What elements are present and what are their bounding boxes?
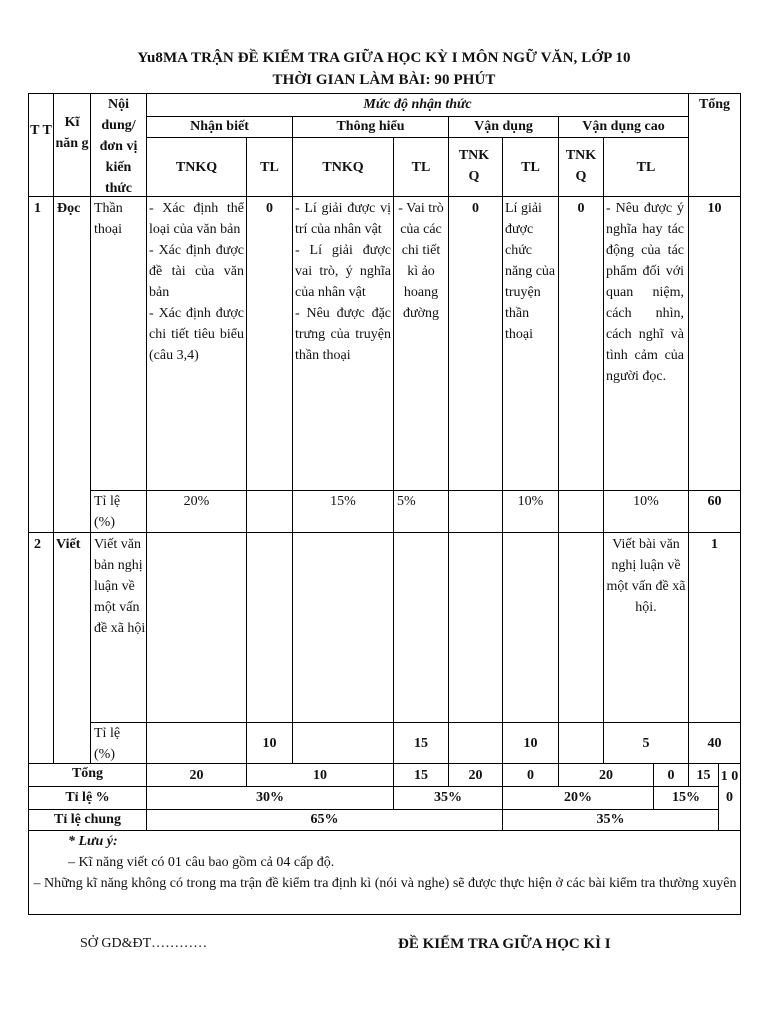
header-vdc-tl: TL bbox=[636, 160, 656, 175]
grand-total: 1 0 0 bbox=[720, 769, 739, 805]
footer-left: SỞ GD&ĐT………… bbox=[80, 936, 208, 951]
ti-le-pct-th: 35% bbox=[434, 790, 462, 805]
row2-total: 1 bbox=[711, 537, 718, 552]
header-vd-tl: TL bbox=[521, 160, 540, 175]
header-thong-hieu: Thông hiểu bbox=[336, 119, 405, 134]
tong-label: Tổng bbox=[71, 766, 104, 781]
row1-ratio-th-tl: 5% bbox=[397, 494, 416, 509]
ti-le-pct-label: Tỉ lệ % bbox=[65, 790, 110, 805]
notes-line1: – Kĩ năng viết có 01 câu bao gồm cả 04 cấp độ. bbox=[68, 855, 335, 870]
notes-line2: – Những kĩ năng không có trong ma trận đề kiểm tra định kì (nói và nghe) sẽ được thực hiện ở các bài kiểm tra thường xuyên bbox=[33, 876, 737, 891]
tong-v1: 20 bbox=[189, 768, 204, 783]
ti-le-pct-vd: 20% bbox=[564, 790, 592, 805]
tong-v4: 20 bbox=[468, 768, 483, 783]
row1-ratio-th: 15% bbox=[330, 494, 356, 509]
row2-vdc-tl: Viết bài văn nghị luận về một vấn đề xã hội. bbox=[606, 537, 686, 615]
header-van-dung-cao: Vận dụng cao bbox=[582, 119, 665, 134]
row2-skill: Viết bbox=[56, 537, 81, 552]
header-nb-tl: TL bbox=[260, 160, 279, 175]
row1-vd-tl: Lí giải được chức năng của truyện thần thoại bbox=[505, 201, 556, 342]
row2-tt: 2 bbox=[34, 537, 41, 552]
row1-vd-tnkq: 0 bbox=[472, 201, 479, 216]
document-title: Yu8MA TRẬN ĐỀ KIỂM TRA GIỮA HỌC KỲ I MÔN NGỮ VĂN, LỚP 10 bbox=[137, 50, 631, 66]
footer-right: ĐỀ KIỂM TRA GIỮA HỌC KÌ I bbox=[398, 936, 611, 952]
ti-le-pct-vdc: 15% bbox=[672, 790, 700, 805]
row2-ratio-nb-tl: 10 bbox=[262, 736, 277, 751]
ti-le-chung-left: 65% bbox=[310, 812, 339, 827]
tong-v8: 15 bbox=[696, 768, 711, 783]
tong-v6: 20 bbox=[599, 768, 613, 783]
header-th-tnkq: TNKQ bbox=[322, 160, 364, 175]
tong-v7: 0 bbox=[667, 768, 675, 783]
header-th-tl: TL bbox=[411, 160, 431, 175]
tong-v2: 10 bbox=[313, 768, 327, 783]
row2-ratio-vd-tl: 10 bbox=[523, 736, 538, 751]
row1-vdc-tl: - Nêu được ý nghĩa hay tác động của tác phẩm đối với quan niệm, cách nhìn, cách nghĩ và tình cảm của người đọc. bbox=[606, 201, 684, 384]
row2-ratio-label: Tỉ lệ (%) bbox=[94, 726, 121, 762]
header-noi-dung: Nội dung/ đơn vị kiến thức bbox=[99, 97, 138, 196]
header-van-dung: Vận dụng bbox=[474, 119, 533, 134]
row1-total: 10 bbox=[707, 201, 722, 216]
row1-skill: Đọc bbox=[57, 201, 81, 216]
row1-th-tnkq: - Lí giải được vị trí của nhân vật - Lí giải được vai trò, ý nghĩa của nhân vật - Nêu được đặc trưng của truyện thần thoại bbox=[295, 201, 391, 363]
ti-le-chung-right: 35% bbox=[596, 812, 625, 827]
row1-vdc-tnkq: 0 bbox=[577, 201, 585, 216]
row1-ratio-vd: 10% bbox=[517, 494, 544, 509]
row2-ratio-total: 40 bbox=[707, 736, 722, 751]
row1-ratio-vdc: 10% bbox=[633, 494, 659, 509]
header-muc-do: Mức độ nhận thức bbox=[363, 97, 472, 112]
row1-ratio-label: Tỉ lệ (%) bbox=[94, 494, 121, 530]
tong-v3: 15 bbox=[414, 768, 428, 783]
ti-le-pct-nb: 30% bbox=[256, 790, 284, 805]
row1-th-tl: - Vai trò của các chi tiết kì ảo hoang đường bbox=[398, 201, 444, 321]
row2-ratio-vdc-tl: 5 bbox=[642, 736, 650, 751]
header-nb-tnkq: TNKQ bbox=[175, 160, 218, 175]
header-vd-tnkq: TNK Q bbox=[458, 148, 490, 184]
row1-tt: 1 bbox=[34, 201, 41, 216]
document-subtitle: THỜI GIAN LÀM BÀI: 90 PHÚT bbox=[272, 72, 496, 88]
row2-content: Viết văn bản nghị luận về một vấn đề xã hội bbox=[94, 537, 146, 636]
row1-ratio-total: 60 bbox=[707, 494, 722, 509]
header-tong: Tổng bbox=[698, 97, 731, 112]
row2-ratio-th-tl: 15 bbox=[414, 736, 428, 751]
tong-v5: 0 bbox=[527, 768, 534, 783]
ti-le-chung-label: Tỉ lệ chung bbox=[54, 812, 121, 827]
row1-ratio-nb: 20% bbox=[183, 494, 210, 509]
row1-content: Thần thoại bbox=[94, 201, 123, 237]
header-nhan-biet: Nhận biết bbox=[190, 119, 249, 134]
header-ki-nang: Kĩ năn g bbox=[55, 115, 89, 151]
row1-nb-tl: 0 bbox=[266, 201, 273, 216]
notes-heading: * Lưu ý: bbox=[68, 834, 118, 849]
header-tt: T T bbox=[30, 123, 52, 138]
header-vdc-tnkq: TNK Q bbox=[565, 148, 597, 184]
row1-nb-tnkq: - Xác định thể loại của văn bản - Xác định được đề tài của văn bản - Xác định được chi tiết tiêu biểu (câu 3,4) bbox=[149, 201, 244, 363]
